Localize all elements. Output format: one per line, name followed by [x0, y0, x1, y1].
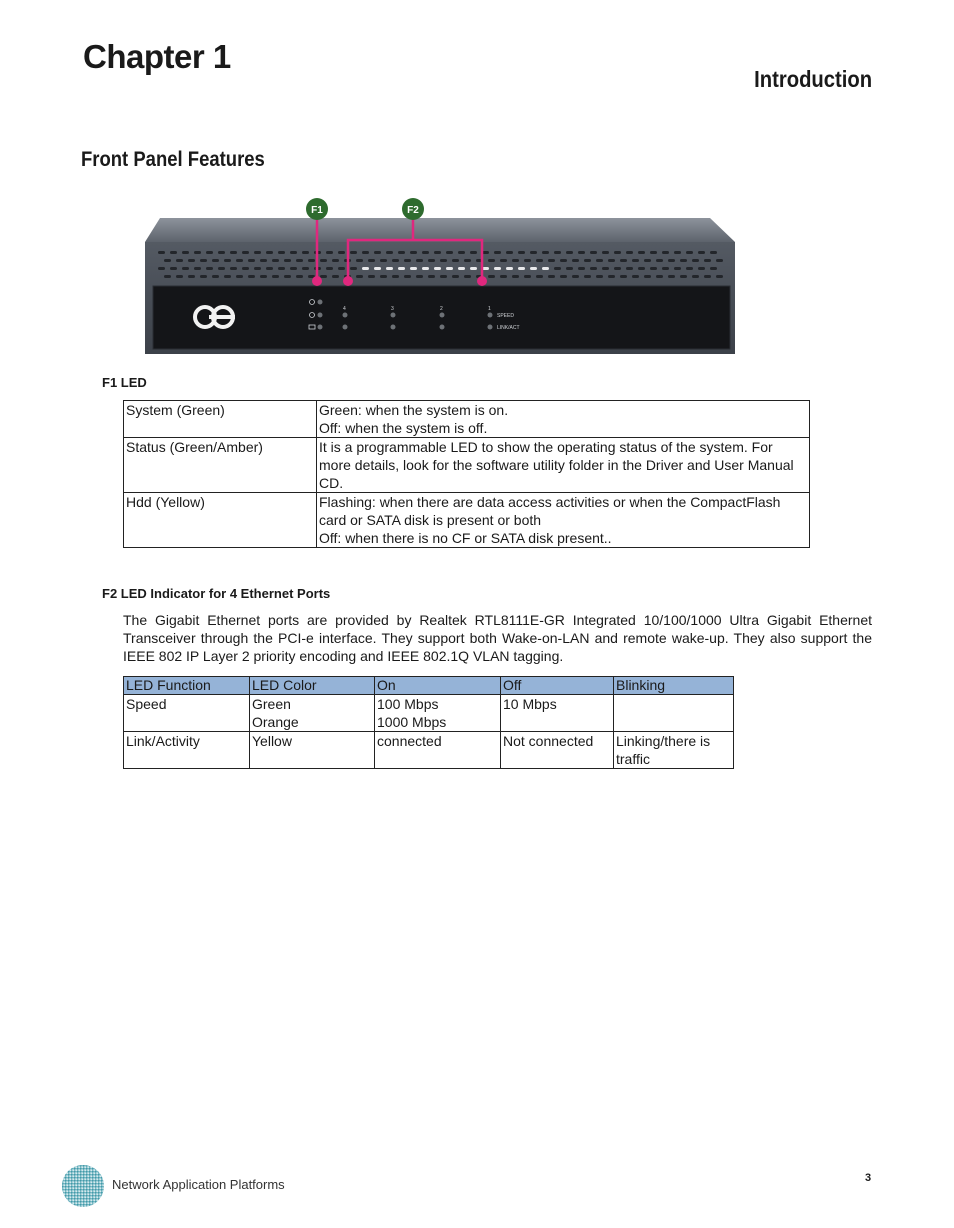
- vent-hole: [182, 267, 189, 270]
- vent-hole: [692, 275, 699, 278]
- vent-hole: [584, 259, 591, 262]
- vent-hole: [254, 267, 261, 270]
- vent-hole: [374, 267, 381, 270]
- vent-hole: [446, 267, 453, 270]
- vent-hole: [374, 251, 381, 254]
- footer-text: Network Application Platforms: [112, 1177, 285, 1192]
- table-row: [124, 438, 810, 493]
- vent-hole: [338, 251, 345, 254]
- vent-hole: [158, 251, 165, 254]
- vent-hole: [440, 259, 447, 262]
- vent-hole: [200, 259, 207, 262]
- vent-hole: [446, 251, 453, 254]
- vent-hole: [416, 275, 423, 278]
- table-cell: [375, 732, 501, 769]
- vent-hole: [512, 259, 519, 262]
- vent-hole: [392, 259, 399, 262]
- cell-line: connected: [377, 733, 442, 749]
- vent-hole: [434, 251, 441, 254]
- vent-hole: [578, 251, 585, 254]
- vent-hole: [602, 251, 609, 254]
- vent-hole: [230, 267, 237, 270]
- vent-hole: [266, 267, 273, 270]
- vent-hole: [380, 259, 387, 262]
- vent-hole: [224, 259, 231, 262]
- vent-hole: [524, 275, 531, 278]
- vent-hole: [494, 267, 501, 270]
- vent-hole: [356, 275, 363, 278]
- vent-hole: [710, 267, 717, 270]
- vent-hole: [578, 267, 585, 270]
- vent-hole: [350, 267, 357, 270]
- cell-line: Yellow: [252, 733, 292, 749]
- vent-hole: [620, 259, 627, 262]
- vent-hole: [362, 251, 369, 254]
- vent-hole: [410, 251, 417, 254]
- led-desc-line: Flashing: when there are data access activities or when the CompactFlash card or SATA disk is present or both: [319, 494, 781, 528]
- vent-hole: [284, 275, 291, 278]
- vent-hole: [188, 259, 195, 262]
- led-desc-line: Off: when the system is off.: [319, 420, 488, 436]
- vent-hole: [668, 259, 675, 262]
- vent-hole: [302, 251, 309, 254]
- vent-hole: [632, 275, 639, 278]
- vent-hole: [698, 267, 705, 270]
- vent-hole: [452, 275, 459, 278]
- vent-hole: [176, 259, 183, 262]
- led-name-cell: Status (Green/Amber): [124, 438, 317, 493]
- vent-hole: [284, 259, 291, 262]
- vent-hole: [332, 259, 339, 262]
- vent-hole: [602, 267, 609, 270]
- vent-hole: [560, 275, 567, 278]
- vent-hole: [206, 267, 213, 270]
- vent-hole: [464, 275, 471, 278]
- vent-hole: [326, 267, 333, 270]
- vent-hole: [362, 267, 369, 270]
- vent-hole: [638, 251, 645, 254]
- vent-hole: [332, 275, 339, 278]
- table-cell: [250, 732, 375, 769]
- led-name-cell: System (Green): [124, 401, 317, 438]
- vent-hole: [194, 267, 201, 270]
- port-2-label: 2: [440, 306, 443, 312]
- vent-hole: [500, 259, 507, 262]
- vent-hole: [170, 267, 177, 270]
- vent-hole: [236, 259, 243, 262]
- vent-hole: [248, 259, 255, 262]
- vent-hole: [428, 275, 435, 278]
- vent-hole: [716, 275, 723, 278]
- vent-hole: [338, 267, 345, 270]
- vent-hole: [572, 259, 579, 262]
- vent-hole: [494, 251, 501, 254]
- vent-hole: [662, 267, 669, 270]
- vent-hole: [326, 251, 333, 254]
- vent-hole: [626, 251, 633, 254]
- vent-hole: [218, 251, 225, 254]
- vent-hole: [560, 259, 567, 262]
- table-row: [124, 401, 810, 438]
- f2-section-label: F2 LED Indicator for 4 Ethernet Ports: [102, 586, 331, 601]
- vent-hole: [716, 259, 723, 262]
- ethernet-led-table: [123, 676, 734, 769]
- vent-hole: [290, 251, 297, 254]
- vent-hole: [416, 259, 423, 262]
- vent-hole: [668, 275, 675, 278]
- vent-hole: [470, 251, 477, 254]
- vent-hole: [470, 267, 477, 270]
- vent-hole: [488, 259, 495, 262]
- vent-hole: [296, 259, 303, 262]
- table-cell: Link/Activity: [124, 732, 250, 769]
- vent-hole: [260, 259, 267, 262]
- vent-hole: [584, 275, 591, 278]
- vent-hole: [278, 251, 285, 254]
- col-header: Off: [501, 677, 614, 695]
- vent-hole: [608, 259, 615, 262]
- vent-hole: [632, 259, 639, 262]
- vent-hole: [392, 275, 399, 278]
- col-header: LED Color: [250, 677, 375, 695]
- table-cell: Linking/there is traffic: [614, 732, 734, 769]
- front-panel-illustration: [120, 190, 760, 362]
- led-desc-line: It is a programmable LED to show the operating status of the system. For more details, look for the software utility folder in the Driver and User Manual CD.: [319, 439, 794, 491]
- table-cell: [375, 695, 501, 732]
- vent-hole: [506, 251, 513, 254]
- vent-hole: [518, 267, 525, 270]
- vent-hole: [500, 275, 507, 278]
- vent-hole: [692, 259, 699, 262]
- led-desc-line: Off: when there is no CF or SATA disk present..: [319, 530, 612, 546]
- vent-hole: [650, 267, 657, 270]
- table-cell: [614, 695, 734, 732]
- speed-label: SPEED: [497, 313, 514, 319]
- vent-hole: [212, 275, 219, 278]
- vent-hole: [662, 251, 669, 254]
- vent-hole: [230, 251, 237, 254]
- col-header: On: [375, 677, 501, 695]
- vent-hole: [464, 259, 471, 262]
- table-cell: Speed: [124, 695, 250, 732]
- vent-hole: [542, 267, 549, 270]
- vent-hole: [248, 275, 255, 278]
- table-cell: Not connected: [501, 732, 614, 769]
- vent-hole: [458, 267, 465, 270]
- vent-hole: [680, 275, 687, 278]
- table-header-row: [124, 677, 734, 695]
- vent-hole: [320, 275, 327, 278]
- section-title: Introduction: [753, 66, 872, 92]
- port-3-label: 3: [391, 306, 394, 312]
- vent-hole: [260, 275, 267, 278]
- vent-hole: [302, 267, 309, 270]
- ethernet-description: The Gigabit Ethernet ports are provided by Realtek RTL8111E-GR Integrated 10/100/1000 Ultra Gigabit Ethernet Transceiver through the PCI-e interface. They support both Wake-on-LAN and remote wake-up. They also support the IEEE 802 IP Layer 2 priority encoding and IEEE 802.1Q VLAN tagging.: [123, 612, 872, 664]
- vent-hole: [614, 267, 621, 270]
- vent-hole: [434, 267, 441, 270]
- vent-hole: [536, 259, 543, 262]
- vent-hole: [656, 275, 663, 278]
- vent-hole: [542, 251, 549, 254]
- vent-hole: [182, 251, 189, 254]
- vent-hole: [548, 259, 555, 262]
- vent-hole: [536, 275, 543, 278]
- vent-hole: [704, 275, 711, 278]
- vent-hole: [404, 259, 411, 262]
- vent-hole: [278, 267, 285, 270]
- vent-hole: [236, 275, 243, 278]
- vent-hole: [320, 259, 327, 262]
- vent-hole: [272, 259, 279, 262]
- vent-hole: [290, 267, 297, 270]
- vent-hole: [608, 275, 615, 278]
- vent-hole: [548, 275, 555, 278]
- vent-hole: [224, 275, 231, 278]
- col-header: Blinking: [614, 677, 734, 695]
- vent-hole: [554, 251, 561, 254]
- vent-hole: [428, 259, 435, 262]
- vent-hole: [686, 251, 693, 254]
- page-number: 3: [865, 1172, 872, 1184]
- vent-hole: [680, 259, 687, 262]
- vent-hole: [164, 275, 171, 278]
- vent-hole: [620, 275, 627, 278]
- vent-hole: [170, 251, 177, 254]
- vent-hole: [524, 259, 531, 262]
- vent-hole: [506, 267, 513, 270]
- vent-hole: [488, 275, 495, 278]
- vent-hole: [422, 251, 429, 254]
- vent-hole: [242, 267, 249, 270]
- vent-hole: [242, 251, 249, 254]
- vent-hole: [212, 259, 219, 262]
- led-table: [123, 400, 810, 548]
- vent-hole: [650, 251, 657, 254]
- led-desc-cell: [317, 438, 810, 493]
- table-row: [124, 695, 734, 732]
- vent-hole: [614, 251, 621, 254]
- vent-hole: [422, 267, 429, 270]
- vent-hole: [164, 259, 171, 262]
- vent-hole: [368, 259, 375, 262]
- vent-hole: [698, 251, 705, 254]
- vent-hole: [188, 275, 195, 278]
- table-row: [124, 493, 810, 548]
- vent-hole: [674, 251, 681, 254]
- vent-hole: [350, 251, 357, 254]
- vent-hole: [710, 251, 717, 254]
- vent-hole: [386, 267, 393, 270]
- f1-section-label: F1 LED: [102, 375, 147, 390]
- vent-hole: [596, 275, 603, 278]
- port-1-label: 1: [488, 306, 491, 312]
- vent-hole: [440, 275, 447, 278]
- vent-hole: [566, 267, 573, 270]
- vent-hole: [518, 251, 525, 254]
- vent-hole: [572, 275, 579, 278]
- callout-f1-text: F1: [311, 205, 323, 216]
- port-4-label: 4: [343, 306, 346, 312]
- vent-hole: [566, 251, 573, 254]
- vent-hole: [218, 267, 225, 270]
- vent-hole: [530, 251, 537, 254]
- globe-logo-icon: [60, 1163, 106, 1209]
- vent-hole: [308, 259, 315, 262]
- led-desc-line: Green: when the system is on.: [319, 402, 509, 418]
- vent-hole: [530, 267, 537, 270]
- chapter-title: Chapter 1: [83, 38, 231, 75]
- vent-hole: [638, 267, 645, 270]
- vent-hole: [404, 275, 411, 278]
- vent-hole: [410, 267, 417, 270]
- vent-hole: [194, 251, 201, 254]
- led-name-cell: Hdd (Yellow): [124, 493, 317, 548]
- vent-hole: [272, 275, 279, 278]
- vent-hole: [368, 275, 375, 278]
- vent-hole: [176, 275, 183, 278]
- cell-line: Orange: [252, 714, 299, 730]
- link-act-label: LINK/ACT: [497, 325, 520, 331]
- front-panel-title: Front Panel Features: [81, 148, 265, 171]
- vent-hole: [656, 259, 663, 262]
- callout-f2-text: F2: [407, 205, 419, 216]
- vent-hole: [158, 267, 165, 270]
- vent-hole: [704, 259, 711, 262]
- vent-hole: [590, 251, 597, 254]
- led-desc-cell: [317, 401, 810, 438]
- vent-hole: [674, 267, 681, 270]
- vent-hole: [512, 275, 519, 278]
- table-cell: 10 Mbps: [501, 695, 614, 732]
- table-cell: [250, 695, 375, 732]
- vent-hole: [398, 251, 405, 254]
- vent-hole: [386, 251, 393, 254]
- vent-hole: [398, 267, 405, 270]
- vent-hole: [206, 251, 213, 254]
- cell-line: 100 Mbps: [377, 696, 439, 712]
- vent-hole: [458, 251, 465, 254]
- table-row: [124, 732, 734, 769]
- vent-hole: [626, 267, 633, 270]
- vent-hole: [686, 267, 693, 270]
- vent-hole: [644, 275, 651, 278]
- vent-hole: [266, 251, 273, 254]
- vent-hole: [644, 259, 651, 262]
- vent-hole: [596, 259, 603, 262]
- vent-hole: [380, 275, 387, 278]
- col-header: LED Function: [124, 677, 250, 695]
- vent-hole: [590, 267, 597, 270]
- cell-line: Green: [252, 696, 291, 712]
- vent-hole: [554, 267, 561, 270]
- vent-hole: [296, 275, 303, 278]
- vent-hole: [356, 259, 363, 262]
- vent-hole: [200, 275, 207, 278]
- vent-hole: [452, 259, 459, 262]
- cell-line: 1000 Mbps: [377, 714, 447, 730]
- vent-hole: [254, 251, 261, 254]
- led-desc-cell: [317, 493, 810, 548]
